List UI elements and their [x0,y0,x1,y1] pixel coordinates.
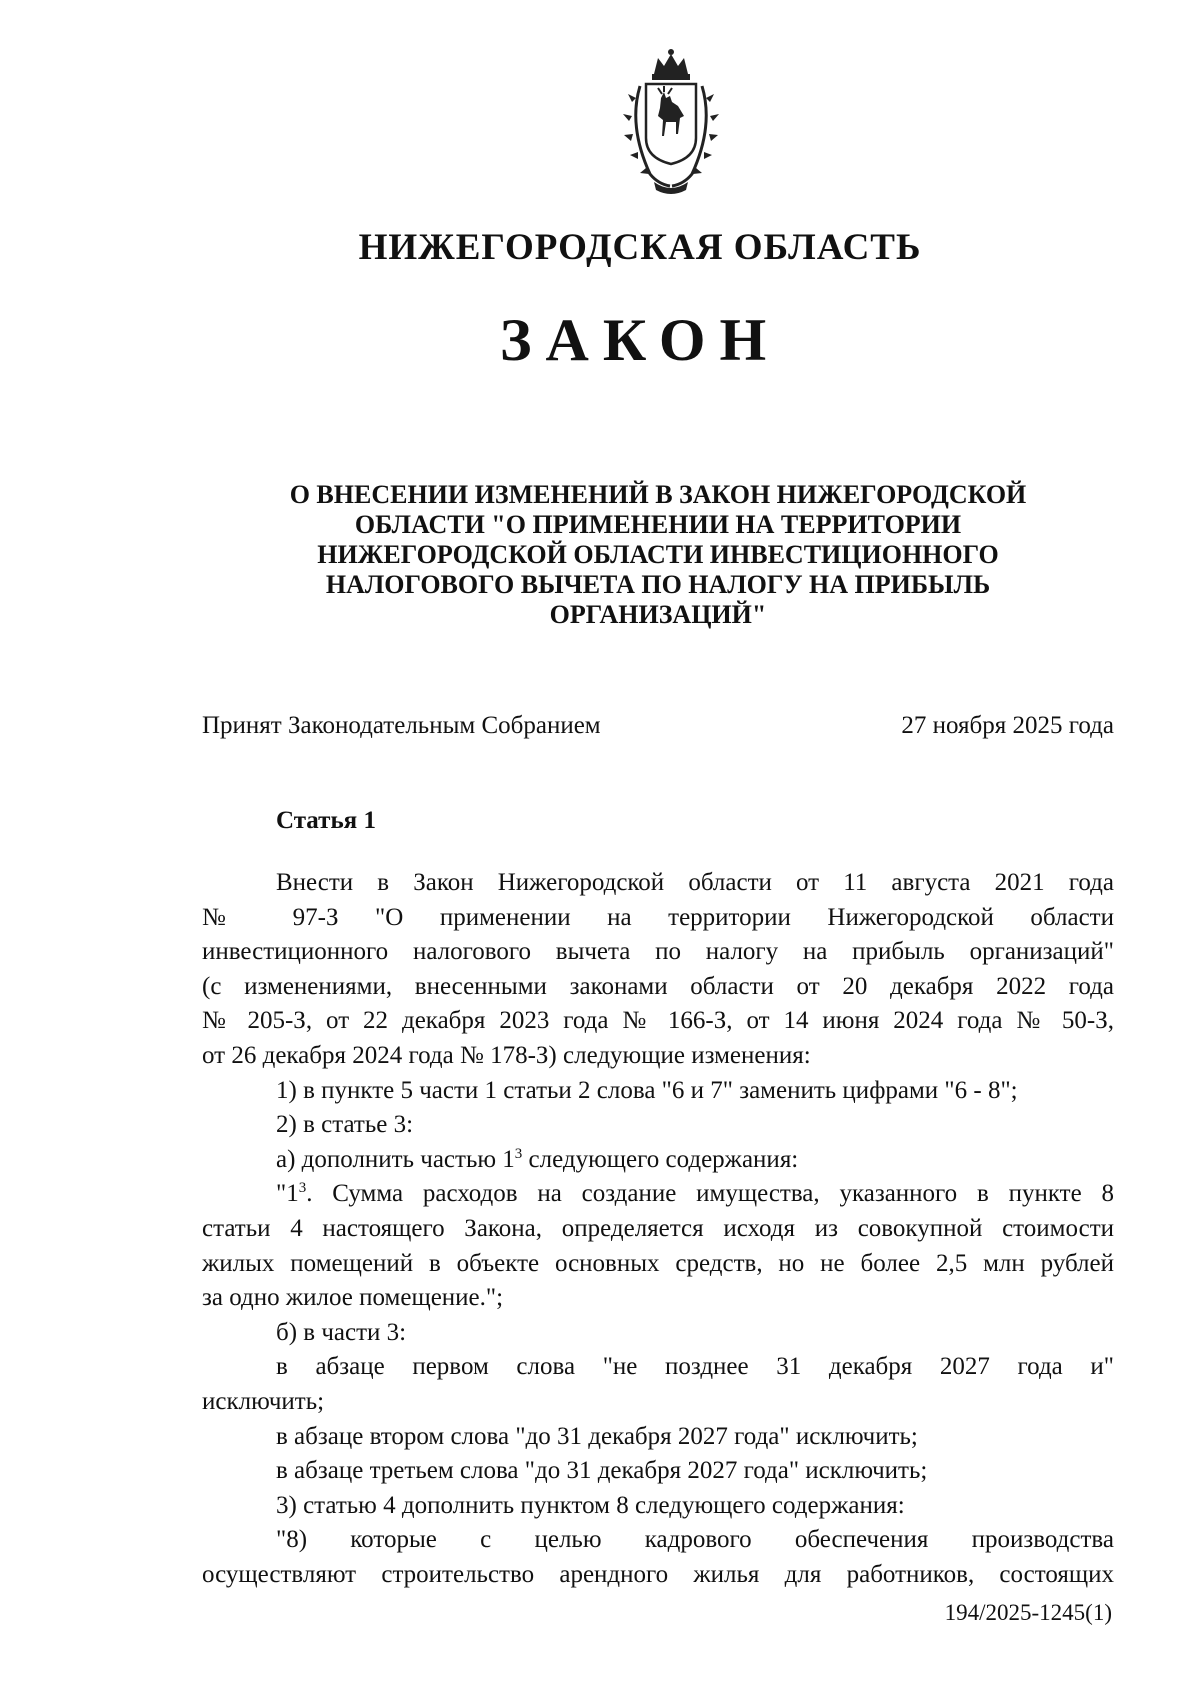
adoption-info [202,712,1114,740]
body-line: б) в части 3: [276,1318,407,1346]
body-text-run: а) дополнить частью 1 [276,1145,515,1173]
body-text-run: следующего содержания: [522,1145,799,1173]
region-title: НИЖЕГОРОДСКАЯ ОБЛАСТЬ [358,227,922,268]
body-text-run: "1 [276,1180,299,1208]
article-body [202,866,1114,1592]
body-line: осуществляют строительство арендного жилья для работников, состоящих [202,1560,1114,1588]
body-line: № 97-З "О применении на территории Нижегородской области [202,903,1114,931]
law-title [238,480,1078,630]
coat-of-arms-icon [606,46,736,198]
body-line: "8) которые с целью кадрового обеспечения производства [276,1526,1114,1554]
adoption-label: Принят Законодательным Собранием [202,712,601,739]
superscript: 3 [298,1180,307,1197]
body-line: инвестиционного налогового вычета по налогу на прибыль организаций" [202,938,1114,966]
law-title-line: ОБЛАСТИ "О ПРИМЕНЕНИИ НА ТЕРРИТОРИИ [354,510,962,539]
document-number: 194/2025-1245(1) [944,1600,1112,1625]
body-line: 1) в пункте 5 части 1 статьи 2 слова "6 и 7" заменить цифрами "6 - 8"; [276,1076,1018,1104]
body-line: (с изменениями, внесенными законами области от 20 декабря 2022 года [202,972,1114,1000]
body-line: жилых помещений в объекте основных средств, но не более 2,5 млн рублей [202,1249,1114,1277]
law-title-line: НАЛОГОВОГО ВЫЧЕТА ПО НАЛОГУ НА ПРИБЫЛЬ [325,570,991,599]
document-type: ЗАКОН [499,307,781,373]
body-line: исключить; [202,1387,325,1415]
body-line [202,1143,1114,1178]
article-heading: Статья 1 [276,807,376,834]
body-line: за одно жилое помещение."; [202,1284,504,1312]
law-title-line: НИЖЕГОРОДСКОЙ ОБЛАСТИ ИНВЕСТИЦИОННОГО [317,540,999,569]
body-line: в абзаце первом слова "не позднее 31 декабря 2027 года и" [276,1353,1114,1381]
body-line: № 205-З, от 22 декабря 2023 года № 166-З, от 14 июня 2024 года № 50-З, [202,1007,1114,1035]
body-text-run: . Сумма расходов на создание имущества, указанного в пункте 8 [306,1180,1114,1208]
superscript: 3 [514,1145,523,1162]
body-line: статьи 4 настоящего Закона, определяется исходя из совокупной стоимости [202,1214,1114,1242]
body-line: 3) статью 4 дополнить пунктом 8 следующего содержания: [276,1491,905,1519]
law-title-line: О ВНЕСЕНИИ ИЗМЕНЕНИЙ В ЗАКОН НИЖЕГОРОДСКОЙ [289,480,1027,509]
body-line [202,1177,1114,1212]
adoption-date: 27 ноября 2025 года [901,712,1114,739]
law-title-line: ОРГАНИЗАЦИЙ" [549,600,767,629]
body-line: Внести в Закон Нижегородской области от 11 августа 2021 года [276,869,1114,896]
body-line: от 26 декабря 2024 года № 178-З) следующие изменения: [202,1041,811,1069]
body-line: в абзаце втором слова "до 31 декабря 2027 года" исключить; [276,1422,918,1450]
body-line: в абзаце третьем слова "до 31 декабря 2027 года" исключить; [276,1457,928,1485]
body-line: 2) в статье 3: [276,1111,414,1139]
